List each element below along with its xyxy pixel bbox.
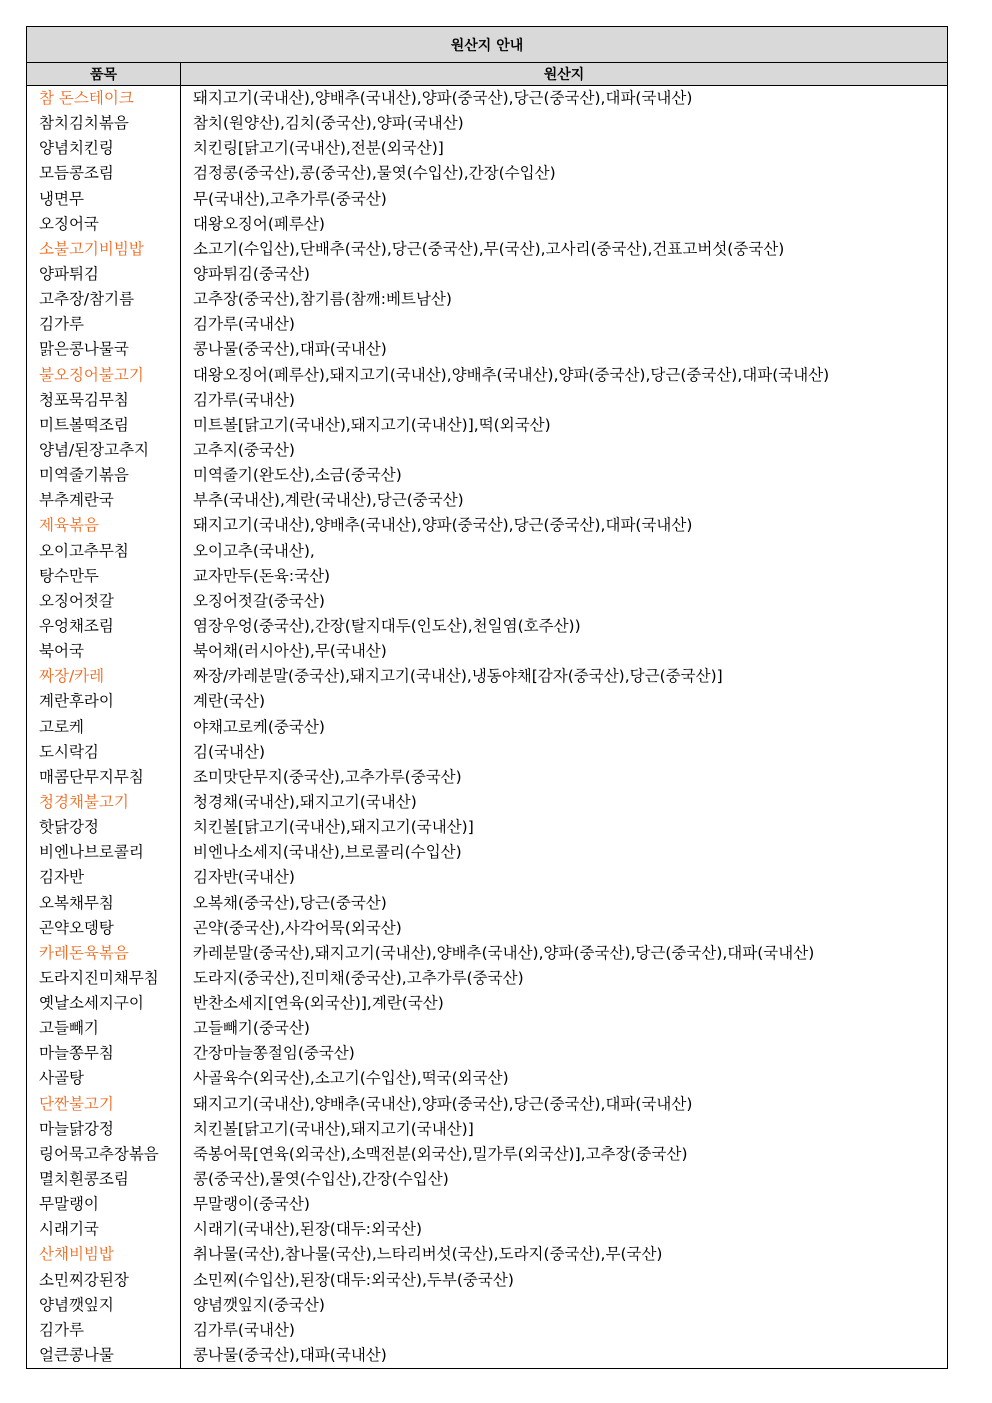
item-origin: 도라지(중국산),진미채(중국산),고추가루(중국산) bbox=[193, 968, 524, 987]
item-origin: 북어채(러시아산),무(국내산) bbox=[193, 642, 387, 661]
origin-notice-document bbox=[26, 26, 948, 1369]
item-name: 곤약오뎅탕 bbox=[39, 918, 114, 937]
item-name: 매콤단무지무침 bbox=[39, 767, 144, 786]
item-origin: 고추지(중국산) bbox=[193, 440, 295, 459]
column-header-item: 품목 bbox=[27, 63, 181, 86]
item-name: 도시락김 bbox=[39, 742, 99, 761]
item-origin: 김가루(국내산) bbox=[193, 390, 295, 409]
item-name: 맑은콩나물국 bbox=[39, 340, 129, 359]
item-origin: 김가루(국내산) bbox=[193, 1320, 295, 1339]
item-origin: 염장우엉(중국산),간장(탈지대두(인도산),천일염(호주산)) bbox=[193, 616, 581, 635]
item-origin: 돼지고기(국내산),양배추(국내산),양파(중국산),당근(중국산),대파(국내산) bbox=[193, 1094, 693, 1113]
item-origin: 반찬소세지[연육(외국산)],계란(국산) bbox=[193, 994, 444, 1013]
item-origin: 고들빼기(중국산) bbox=[193, 1019, 310, 1038]
item-origin: 치킨볼[닭고기(국내산),돼지고기(국내산)] bbox=[193, 1119, 474, 1138]
item-origin: 참치(원양산),김치(중국산),양파(국내산) bbox=[193, 114, 464, 133]
item-origin: 치킨볼[닭고기(국내산),돼지고기(국내산)] bbox=[193, 818, 474, 837]
item-name: 오징어국 bbox=[39, 214, 99, 233]
item-name: 고들빼기 bbox=[39, 1019, 99, 1038]
item-origin: 콩(중국산),물엿(수입산),간장(수입산) bbox=[193, 1170, 449, 1189]
item-origin: 치킨링[닭고기(국내산),전분(외국산)] bbox=[193, 139, 444, 158]
item-list bbox=[27, 86, 181, 1369]
item-origin: 곤약(중국산),사각어묵(외국산) bbox=[193, 918, 402, 937]
item-origin: 대왕오징어(페루산),돼지고기(국내산),양배추(국내산),양파(중국산),당근(중국산),대파(국내산) bbox=[193, 365, 830, 384]
item-name: 양념치킨링 bbox=[39, 139, 114, 158]
item-origin: 검정콩(중국산),콩(중국산),물엿(수입산),간장(수입산) bbox=[193, 164, 556, 183]
item-origin: 미트볼[닭고기(국내산),돼지고기(국내산)],떡(외국산) bbox=[193, 415, 551, 434]
item-origin: 양파튀김(중국산) bbox=[193, 264, 310, 283]
item-name: 불오징어불고기 bbox=[39, 365, 144, 384]
item-name: 소민찌강된장 bbox=[39, 1270, 129, 1289]
item-name: 김가루 bbox=[39, 1320, 84, 1339]
item-origin: 대왕오징어(페루산) bbox=[193, 214, 325, 233]
item-origin: 김가루(국내산) bbox=[193, 315, 295, 334]
item-name: 제육볶음 bbox=[39, 516, 99, 535]
item-name: 짜장/카레 bbox=[39, 667, 105, 686]
item-name: 고로케 bbox=[39, 717, 84, 736]
item-name: 비엔나브로콜리 bbox=[39, 843, 144, 862]
item-name: 우엉채조림 bbox=[39, 616, 114, 635]
item-name: 북어국 bbox=[39, 642, 84, 661]
item-origin: 고추장(중국산),참기름(참깨:베트남산) bbox=[193, 290, 452, 309]
item-name: 양념깻잎지 bbox=[39, 1295, 114, 1314]
item-name: 카레돈육볶음 bbox=[39, 943, 129, 962]
item-origin: 취나물(국산),참나물(국산),느타리버섯(국산),도라지(중국산),무(국산) bbox=[193, 1245, 663, 1264]
item-name: 미트볼떡조림 bbox=[39, 415, 129, 434]
item-origin: 청경채(국내산),돼지고기(국내산) bbox=[193, 792, 417, 811]
item-name: 김자반 bbox=[39, 868, 84, 887]
item-name: 시래기국 bbox=[39, 1220, 99, 1239]
item-origin: 간장마늘쫑절임(중국산) bbox=[193, 1044, 355, 1063]
item-name: 김가루 bbox=[39, 315, 84, 334]
item-origin: 비엔나소세지(국내산),브로콜리(수입산) bbox=[193, 843, 462, 862]
item-origin: 오이고추(국내산), bbox=[193, 541, 315, 560]
item-origin: 양념깻잎지(중국산) bbox=[193, 1295, 325, 1314]
item-name: 모듬콩조림 bbox=[39, 164, 114, 183]
item-origin: 카레분말(중국산),돼지고기(국내산),양배추(국내산),양파(중국산),당근(중국산),대파(국내산) bbox=[193, 943, 815, 962]
item-name: 오징어젓갈 bbox=[39, 591, 114, 610]
item-name: 단짠불고기 bbox=[39, 1094, 114, 1113]
item-name: 양념/된장고추지 bbox=[39, 440, 150, 459]
item-origin: 시래기(국내산),된장(대두:외국산) bbox=[193, 1220, 422, 1239]
item-origin: 돼지고기(국내산),양배추(국내산),양파(중국산),당근(중국산),대파(국내산) bbox=[193, 89, 693, 107]
item-name: 멸치흰콩조림 bbox=[39, 1170, 129, 1189]
column-header-origin: 원산지 bbox=[181, 63, 948, 86]
item-name: 청경채불고기 bbox=[39, 792, 129, 811]
item-origin: 사골육수(외국산),소고기(수입산),떡국(외국산) bbox=[193, 1069, 509, 1088]
item-name: 마늘닭강정 bbox=[39, 1119, 114, 1138]
item-name: 고추장/참기름 bbox=[39, 290, 135, 309]
item-origin: 교자만두(돈육:국산) bbox=[193, 566, 331, 585]
item-origin: 미역줄기(완도산),소금(중국산) bbox=[193, 466, 402, 485]
table-title: 원산지 안내 bbox=[27, 27, 948, 63]
item-name: 도라지진미채무침 bbox=[39, 968, 159, 987]
item-origin: 무(국내산),고추가루(중국산) bbox=[193, 189, 387, 208]
item-name: 부추계란국 bbox=[39, 491, 114, 510]
item-name: 소불고기비빔밥 bbox=[39, 239, 144, 258]
item-origin: 조미맛단무지(중국산),고추가루(중국산) bbox=[193, 767, 462, 786]
item-origin: 죽봉어묵[연육(외국산),소맥전분(외국산),밀가루(외국산)],고추장(중국산) bbox=[193, 1144, 688, 1163]
item-origin: 김(국내산) bbox=[193, 742, 265, 761]
item-origin: 돼지고기(국내산),양배추(국내산),양파(중국산),당근(중국산),대파(국내산) bbox=[193, 516, 693, 535]
item-origin: 무말랭이(중국산) bbox=[193, 1195, 310, 1214]
item-origin: 오복채(중국산),당근(중국산) bbox=[193, 893, 387, 912]
item-name: 얼큰콩나물 bbox=[39, 1346, 114, 1365]
item-origin: 김자반(국내산) bbox=[193, 868, 295, 887]
item-name: 냉면무 bbox=[39, 189, 84, 208]
item-origin: 소고기(수입산),단배추(국산),당근(중국산),무(국산),고사리(중국산),건표고버섯(중국산) bbox=[193, 239, 785, 258]
item-origin: 콩나물(중국산),대파(국내산) bbox=[193, 1346, 387, 1365]
item-name: 오이고추무침 bbox=[39, 541, 129, 560]
item-origin: 야채고로케(중국산) bbox=[193, 717, 325, 736]
item-name: 링어묵고추장볶음 bbox=[39, 1144, 159, 1163]
item-name: 양파튀김 bbox=[39, 264, 99, 283]
item-name: 참치김치볶음 bbox=[39, 114, 129, 133]
item-origin: 콩나물(중국산),대파(국내산) bbox=[193, 340, 387, 359]
item-origin: 부추(국내산),계란(국내산),당근(중국산) bbox=[193, 491, 464, 510]
item-origin: 짜장/카레분말(중국산),돼지고기(국내산),냉동야채[감자(중국산),당근(중국산)] bbox=[193, 667, 723, 686]
item-name: 탕수만두 bbox=[39, 566, 99, 585]
item-name: 무말랭이 bbox=[39, 1195, 99, 1214]
item-origin: 계란(국산) bbox=[193, 692, 265, 711]
origin-list bbox=[181, 86, 948, 1369]
item-origin: 오징어젓갈(중국산) bbox=[193, 591, 325, 610]
item-name: 참 돈스테이크 bbox=[39, 89, 134, 107]
item-origin: 소민찌(수입산),된장(대두:외국산),두부(중국산) bbox=[193, 1270, 514, 1289]
item-name: 산채비빔밥 bbox=[39, 1245, 114, 1264]
item-name: 핫닭강정 bbox=[39, 818, 99, 837]
item-name: 청포묵김무침 bbox=[39, 390, 129, 409]
item-name: 사골탕 bbox=[39, 1069, 84, 1088]
item-name: 미역줄기볶음 bbox=[39, 466, 129, 485]
item-name: 옛날소세지구이 bbox=[39, 994, 144, 1013]
origin-table bbox=[26, 26, 948, 1369]
item-name: 계란후라이 bbox=[39, 692, 114, 711]
item-name: 마늘쫑무침 bbox=[39, 1044, 114, 1063]
item-name: 오복채무침 bbox=[39, 893, 114, 912]
